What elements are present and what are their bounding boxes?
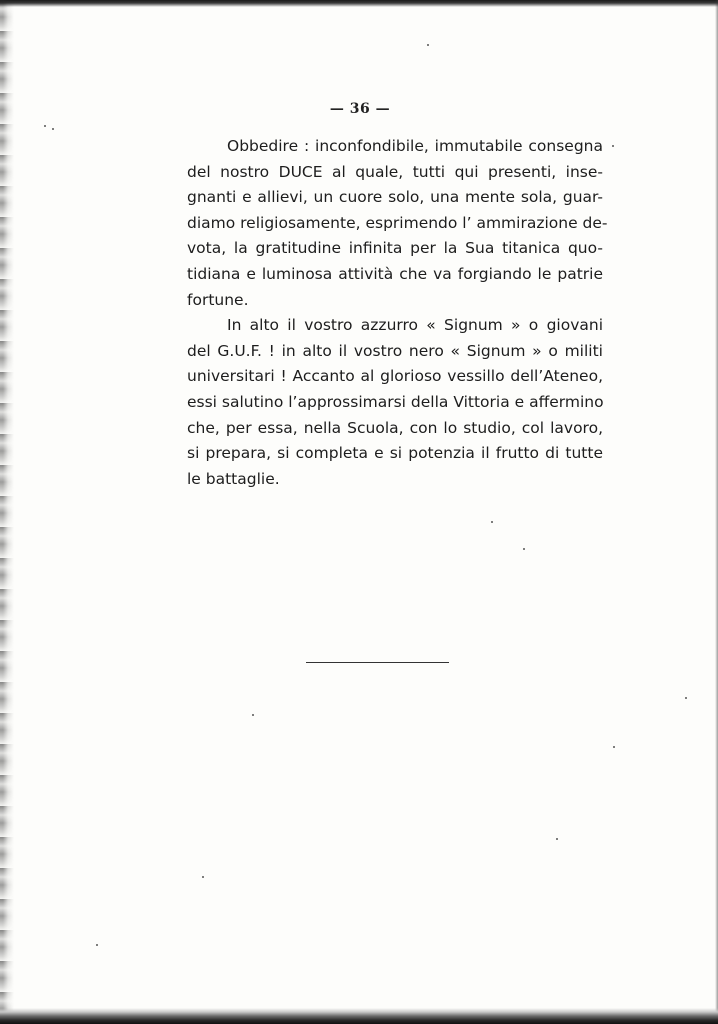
text-line: vota, la gratitudine infinita per la Sua titanica quo- (187, 239, 603, 258)
text-line: fortune. (187, 290, 249, 309)
paragraph-2 (187, 313, 603, 492)
scan-speck (523, 548, 525, 550)
scan-edge-bottom (0, 1008, 718, 1024)
scan-speck (491, 521, 493, 523)
scan-speck (96, 944, 98, 946)
scan-speck (252, 714, 254, 716)
scan-speck (612, 145, 614, 147)
page-number: — 36 — (329, 101, 391, 117)
text-line: universitari ! Accanto al glorioso vessillo dell’Ateneo, (187, 367, 603, 386)
paragraph-1 (187, 134, 608, 313)
text-line: diamo religiosamente, esprimendo l’ ammirazione de- (187, 213, 608, 232)
text-line: In alto il vostro azzurro « Signum » o giovani (227, 316, 603, 335)
scan-edge-top (0, 0, 718, 7)
scan-speck (613, 746, 615, 748)
text-line: del nostro DUCE al quale, tutti qui presenti, inse- (187, 162, 603, 181)
body-text (187, 134, 608, 492)
text-line: Obbedire : inconfondibile, immutabile consegna (227, 137, 603, 155)
text-line: si prepara, si completa e si potenzia il frutto di tutte (187, 444, 603, 463)
scan-speck (202, 876, 204, 878)
text-line: essi salutino l’approssimarsi della Vittoria e affermino (187, 392, 604, 411)
scan-speck (427, 44, 429, 46)
text-line: tidiana e luminosa attività che va forgiando le patrie (187, 264, 603, 283)
text-line: le battaglie. (187, 469, 280, 488)
text-line: che, per essa, nella Scuola, con lo studio, col lavoro, (187, 418, 603, 437)
text-line: del G.U.F. ! in alto il vostro nero « Signum » o militi (187, 341, 603, 360)
scan-edge-left (0, 0, 14, 1024)
scan-speck (44, 125, 46, 127)
scan-speck (685, 697, 687, 699)
text-line: gnanti e allievi, un cuore solo, una mente sola, guar- (187, 188, 603, 207)
section-divider (306, 662, 449, 663)
scan-speck (52, 128, 54, 130)
scan-speck (556, 838, 558, 840)
